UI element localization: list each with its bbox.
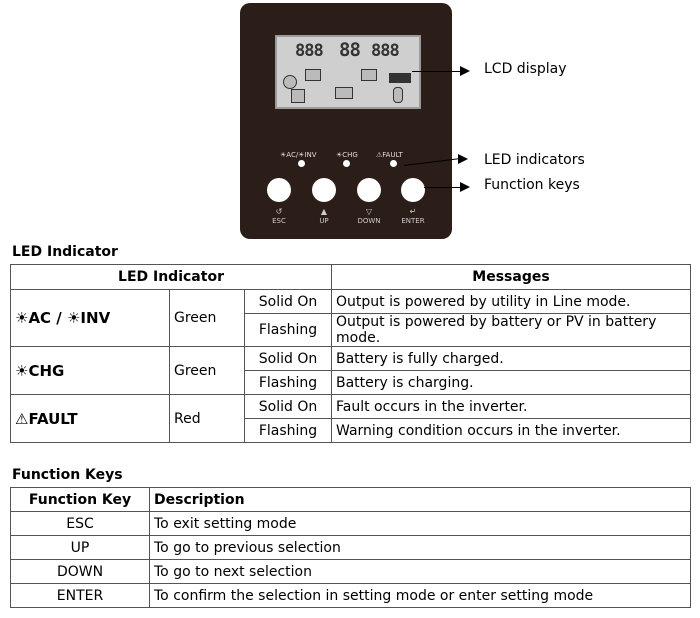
led-label-fault: ⚠FAULT — [376, 151, 403, 159]
led-callout-arrow — [458, 154, 468, 164]
led-label-ac-inv: ☀AC/☀INV — [280, 151, 317, 159]
indicator-color: Red — [170, 395, 245, 443]
keys-callout-line — [424, 187, 460, 188]
indicator-state: Flashing — [245, 371, 332, 395]
indicator-color: Green — [170, 347, 245, 395]
lcd-display — [275, 35, 421, 109]
indicator-fault: ⚠FAULT — [11, 395, 170, 443]
led-table-header-messages: Messages — [332, 265, 691, 290]
indicator-message: Fault occurs in the inverter. — [332, 395, 691, 419]
indicator-state: Flashing — [245, 314, 332, 347]
indicator-message: Warning condition occurs in the inverter. — [332, 419, 691, 443]
indicator-message: Output is powered by battery or PV in battery mode. — [332, 314, 691, 347]
fk-description: To exit setting mode — [150, 512, 691, 536]
led-label-chg: ☀CHG — [336, 151, 358, 159]
down-key-label: DOWN — [357, 217, 381, 225]
esc-key-label: ESC — [272, 217, 286, 225]
led-callout-label: LED indicators — [484, 152, 585, 168]
up-icon: ▲ — [320, 207, 328, 216]
keys-callout-label: Function keys — [484, 177, 580, 193]
bulb-icon — [393, 87, 403, 103]
lcd-callout-label: LCD display — [484, 61, 567, 77]
fk-description: To go to next selection — [150, 560, 691, 584]
led-ac-inv — [298, 160, 305, 167]
up-key[interactable] — [312, 178, 336, 202]
overload-icon — [389, 73, 411, 83]
lcd-mid-digits: 88 — [339, 39, 360, 61]
indicator-state: Solid On — [245, 290, 332, 314]
led-fault — [390, 160, 397, 167]
lcd-left-digits: 888 — [295, 41, 323, 61]
indicator-ac-inv: ☀AC / ☀INV — [11, 290, 170, 347]
fk-description: To confirm the selection in setting mode or enter setting mode — [150, 584, 691, 608]
enter-key-label: ENTER — [401, 217, 425, 225]
fk-key: DOWN — [11, 560, 150, 584]
fk-key: ESC — [11, 512, 150, 536]
fk-key: ENTER — [11, 584, 150, 608]
ac-input-icon — [283, 75, 297, 89]
indicator-state: Solid On — [245, 347, 332, 371]
led-table-header-indicator: LED Indicator — [11, 265, 332, 290]
enter-icon: ↵ — [409, 207, 417, 216]
fk-description: To go to previous selection — [150, 536, 691, 560]
indicator-message: Output is powered by utility in Line mode. — [332, 290, 691, 314]
led-chg — [343, 160, 350, 167]
inverter-icon — [361, 69, 377, 81]
lcd-callout-arrow — [460, 66, 470, 76]
fk-header-key: Function Key — [11, 488, 150, 512]
fk-header-description: Description — [150, 488, 691, 512]
indicator-message: Battery is fully charged. — [332, 347, 691, 371]
indicator-color: Green — [170, 290, 245, 347]
up-key-label: UP — [319, 217, 329, 225]
led-section-heading: LED Indicator — [12, 244, 118, 260]
enter-key[interactable] — [401, 178, 425, 202]
down-key[interactable] — [357, 178, 381, 202]
pv-panel-icon — [305, 69, 321, 81]
inverter-panel — [240, 3, 452, 239]
down-icon: ▽ — [365, 207, 373, 216]
indicator-state: Flashing — [245, 419, 332, 443]
esc-icon: ↺ — [275, 207, 283, 216]
indicator-chg: ☀CHG — [11, 347, 170, 395]
led-indicator-table — [10, 264, 691, 443]
fk-section-heading: Function Keys — [12, 467, 123, 483]
fk-key: UP — [11, 536, 150, 560]
esc-key[interactable] — [267, 178, 291, 202]
battery-icon — [335, 87, 353, 99]
solar-panel-icon — [291, 89, 305, 103]
lcd-callout-line — [412, 71, 460, 72]
indicator-state: Solid On — [245, 395, 332, 419]
function-keys-table — [10, 487, 691, 608]
lcd-right-digits: 888 — [371, 41, 399, 61]
indicator-message: Battery is charging. — [332, 371, 691, 395]
keys-callout-arrow — [460, 182, 470, 192]
